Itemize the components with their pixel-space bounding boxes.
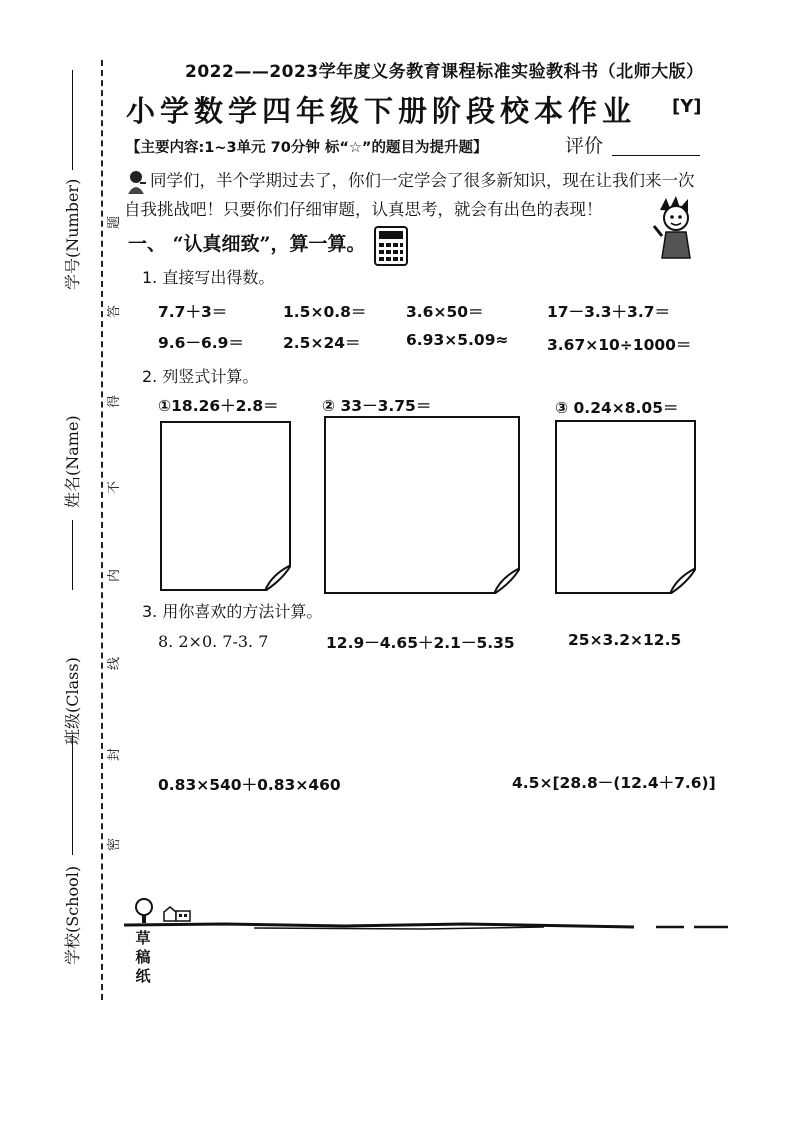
- q3-expression: 4.5×[28.8－(12.4＋7.6)]: [512, 774, 716, 792]
- q1-expression: 1.5×0.8＝: [283, 303, 367, 321]
- name-label: 姓名(Name): [63, 415, 82, 508]
- q1-heading: 1. 直接写出得数。: [142, 268, 275, 287]
- class-label: 班级(Class): [63, 657, 82, 745]
- school-label: 学校(School): [63, 865, 82, 965]
- intro-line-1: 同学们，半个学期过去了，你们一定学会了很多新知识，现在让我们来一次: [150, 171, 695, 190]
- textbook-series-line: 2022——2023学年度义务教育课程标准实验教科书（北师大版）: [185, 62, 704, 82]
- q2-problem: ①18.26＋2.8＝: [158, 397, 279, 415]
- seal-char: 封: [107, 747, 123, 762]
- seal-char: 得: [107, 394, 123, 409]
- evaluation-label: 评价: [565, 135, 604, 157]
- q3-expression: 25×3.2×12.5: [568, 631, 682, 649]
- q3-expression: 12.9－4.65＋2.1－5.35: [326, 634, 515, 652]
- q1-expression: 7.7＋3＝: [158, 303, 228, 321]
- student-number-label: 学号(Number): [63, 178, 82, 290]
- q2-problem: ② 33－3.75＝: [322, 397, 432, 415]
- seal-char: 答: [107, 304, 123, 319]
- working-box[interactable]: [324, 416, 520, 594]
- seal-char: 内: [107, 568, 123, 583]
- q2-problem: ③ 0.24×8.05＝: [555, 399, 679, 417]
- q1-expression: 9.6－6.9＝: [158, 334, 244, 352]
- title-tag: [Y]: [672, 96, 702, 117]
- draft-paper-label: [134, 929, 152, 986]
- working-box[interactable]: [555, 420, 696, 594]
- seal-char: 密: [107, 837, 123, 852]
- q1-expression: 3.6×50＝: [406, 303, 484, 321]
- evaluation-blank[interactable]: [612, 155, 700, 156]
- seal-char: 不: [107, 480, 123, 495]
- page-curl-icon: [265, 565, 291, 591]
- q1-expression: 17－3.3＋3.7＝: [547, 303, 670, 321]
- content-info: 【主要内容:1~3单元 70分钟 标“☆”的题目为提升题】: [126, 140, 488, 156]
- seal-char: 线: [107, 656, 123, 671]
- cartoon-boy-icon: [652, 196, 700, 264]
- name-line: [72, 520, 73, 590]
- page-curl-icon: [670, 568, 696, 594]
- student-number-line: [72, 70, 73, 170]
- section-1-title: 一、 “认真细致”，算一算。: [128, 233, 366, 255]
- q3-heading: 3. 用你喜欢的方法计算。: [142, 602, 323, 621]
- draft-divider-line: [124, 918, 728, 937]
- seal-dashed-line: [101, 60, 103, 1000]
- seal-char: 题: [107, 215, 123, 230]
- q2-heading: 2. 列竖式计算。: [142, 367, 259, 386]
- q3-expression: 0.83×540＋0.83×460: [158, 776, 341, 794]
- page-curl-icon: [494, 568, 520, 594]
- q1-expression: 6.93×5.09≈: [406, 331, 509, 349]
- q3-expression: 8. 2×0. 7-3. 7: [158, 632, 269, 651]
- page-title: 小学数学四年级下册阶段校本作业: [126, 94, 637, 128]
- class-line: [72, 735, 73, 855]
- draft-char: 纸: [135, 967, 151, 985]
- draft-char: 稿: [135, 948, 151, 966]
- intro-line-2: 自我挑战吧！只要你们仔细审题，认真思考，就会有出色的表现！: [124, 200, 603, 219]
- calculator-icon: [374, 226, 408, 270]
- q1-expression: 3.67×10÷1000＝: [547, 336, 692, 354]
- intro-text: [124, 166, 720, 224]
- draft-char: 草: [135, 929, 151, 947]
- working-box[interactable]: [160, 421, 291, 591]
- q1-expression: 2.5×24＝: [283, 334, 361, 352]
